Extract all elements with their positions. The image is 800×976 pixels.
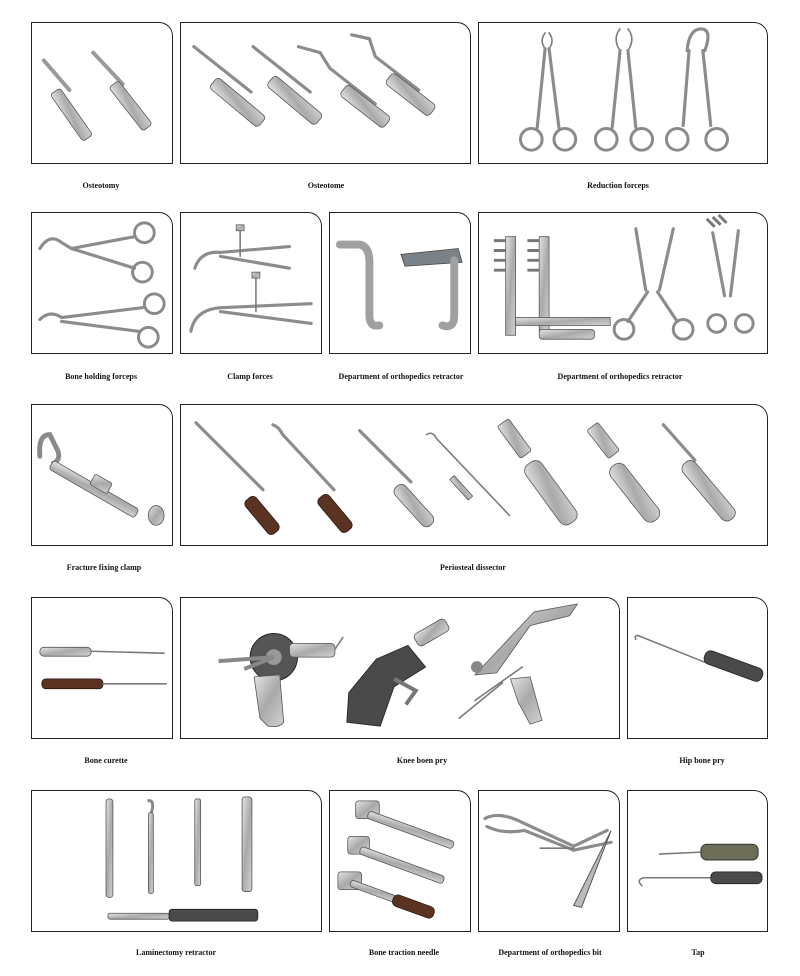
reduction-forceps-1	[520, 33, 575, 150]
caption-bone-curette: Bone curette	[84, 756, 128, 765]
laminectomy-tool-4	[242, 797, 252, 892]
panel-ortho-retractor-1	[329, 212, 471, 354]
tap-2	[639, 872, 762, 886]
osteotomy-image	[32, 23, 172, 163]
hammer-3	[338, 872, 436, 920]
laminectomy-tool-5	[108, 909, 258, 921]
osteotomy-chisel-1	[44, 60, 93, 141]
hammer-2	[348, 836, 445, 884]
reduction-forceps-2	[595, 29, 652, 150]
ortho-retractor-2-image	[479, 213, 767, 353]
caption-ortho-bit: Department of orthopedics bit	[498, 948, 602, 957]
reduction-forceps-image	[479, 23, 767, 163]
clamp-2	[191, 272, 311, 331]
reduction-forceps-3	[666, 29, 727, 150]
curette-1	[40, 647, 164, 656]
caption-hip-bone-pry: Hip bone pry	[679, 756, 725, 765]
curette-2	[42, 679, 166, 689]
dissector-4	[427, 433, 510, 515]
dissector-3	[360, 431, 437, 530]
hand-drill-1	[219, 633, 343, 726]
osteotomy-chisel-2	[93, 53, 152, 132]
retractor-hook-2	[401, 248, 462, 326]
hammer-1	[356, 801, 455, 849]
tap-1	[660, 844, 759, 860]
caption-ortho-retractor-2: Department of orthopedics retractor	[557, 372, 683, 381]
bone-holding-forceps-1	[40, 223, 154, 282]
caption-reduction-forceps: Reduction forceps	[587, 181, 649, 190]
hand-drill-2	[347, 618, 451, 727]
laminectomy-tool-2	[147, 801, 153, 894]
tap-image	[628, 791, 767, 931]
panel-clamp-forces	[180, 212, 322, 354]
caption-knee-boen-pry: Knee boen pry	[396, 756, 448, 765]
panel-osteotomy	[31, 22, 173, 164]
caption-osteotome: Osteotome	[307, 181, 345, 190]
caption-tap: Tap	[691, 948, 705, 957]
panel-reduction-forceps	[478, 22, 768, 164]
laminectomy-tool-3	[195, 799, 201, 886]
caption-bone-traction-needle: Bone traction needle	[368, 948, 440, 957]
bone-curette-image	[32, 598, 172, 738]
clamp-1	[195, 225, 290, 268]
laminectomy-tool-1	[106, 799, 113, 898]
panel-ortho-retractor-2	[478, 212, 768, 354]
bone-holding-forceps-image	[32, 213, 172, 353]
caption-ortho-retractor-1: Department of orthopedics retractor	[338, 372, 464, 381]
osteotome-image	[181, 23, 470, 163]
caption-osteotomy: Osteotomy	[82, 181, 120, 190]
self-retaining-retractor-2	[707, 215, 753, 332]
dissector-2	[273, 425, 354, 535]
caption-clamp-forces: Clamp forces	[227, 372, 273, 381]
hip-bone-pry-image	[628, 598, 767, 738]
periosteal-dissector-image	[181, 405, 767, 545]
dissector-5	[497, 419, 580, 529]
panel-laminectomy-retractor	[31, 790, 322, 932]
panel-fracture-fixing-clamp	[31, 404, 173, 546]
dissector-1	[196, 423, 281, 537]
dissector-7	[663, 425, 738, 524]
caption-periosteal-dissector: Periosteal dissector	[440, 563, 506, 572]
retractor-hook-1	[340, 245, 379, 326]
panel-periosteal-dissector	[180, 404, 768, 546]
clamp-forces-image	[181, 213, 321, 353]
laminectomy-retractor-image	[32, 791, 321, 931]
panel-bone-holding-forceps	[31, 212, 173, 354]
bone-traction-needle-image	[330, 791, 470, 931]
ortho-bit-image	[479, 791, 619, 931]
osteotome-2	[253, 47, 323, 126]
caption-fracture-fixing-clamp: Fracture fixing clamp	[66, 563, 142, 572]
ortho-retractor-1-image	[330, 213, 470, 353]
panel-ortho-bit	[478, 790, 620, 932]
osteotome-1	[194, 47, 266, 128]
self-retaining-retractor-1	[614, 229, 693, 339]
bone-holding-forceps-2	[40, 294, 164, 347]
panel-tap	[627, 790, 768, 932]
fracture-fixing-clamp-image	[32, 405, 172, 545]
rake-retractor	[494, 237, 610, 340]
caption-laminectomy-retractor: Laminectomy retractor	[135, 948, 217, 957]
panel-hip-bone-pry	[627, 597, 768, 739]
panel-knee-boen-pry	[180, 597, 620, 739]
dissector-6	[587, 422, 663, 525]
panel-osteotome	[180, 22, 471, 164]
knee-boen-pry-image	[181, 598, 619, 738]
caption-bone-holding-forceps: Bone holding forceps	[65, 372, 137, 381]
panel-bone-curette	[31, 597, 173, 739]
panel-bone-traction-needle	[329, 790, 471, 932]
bone-drill-3	[459, 604, 577, 724]
